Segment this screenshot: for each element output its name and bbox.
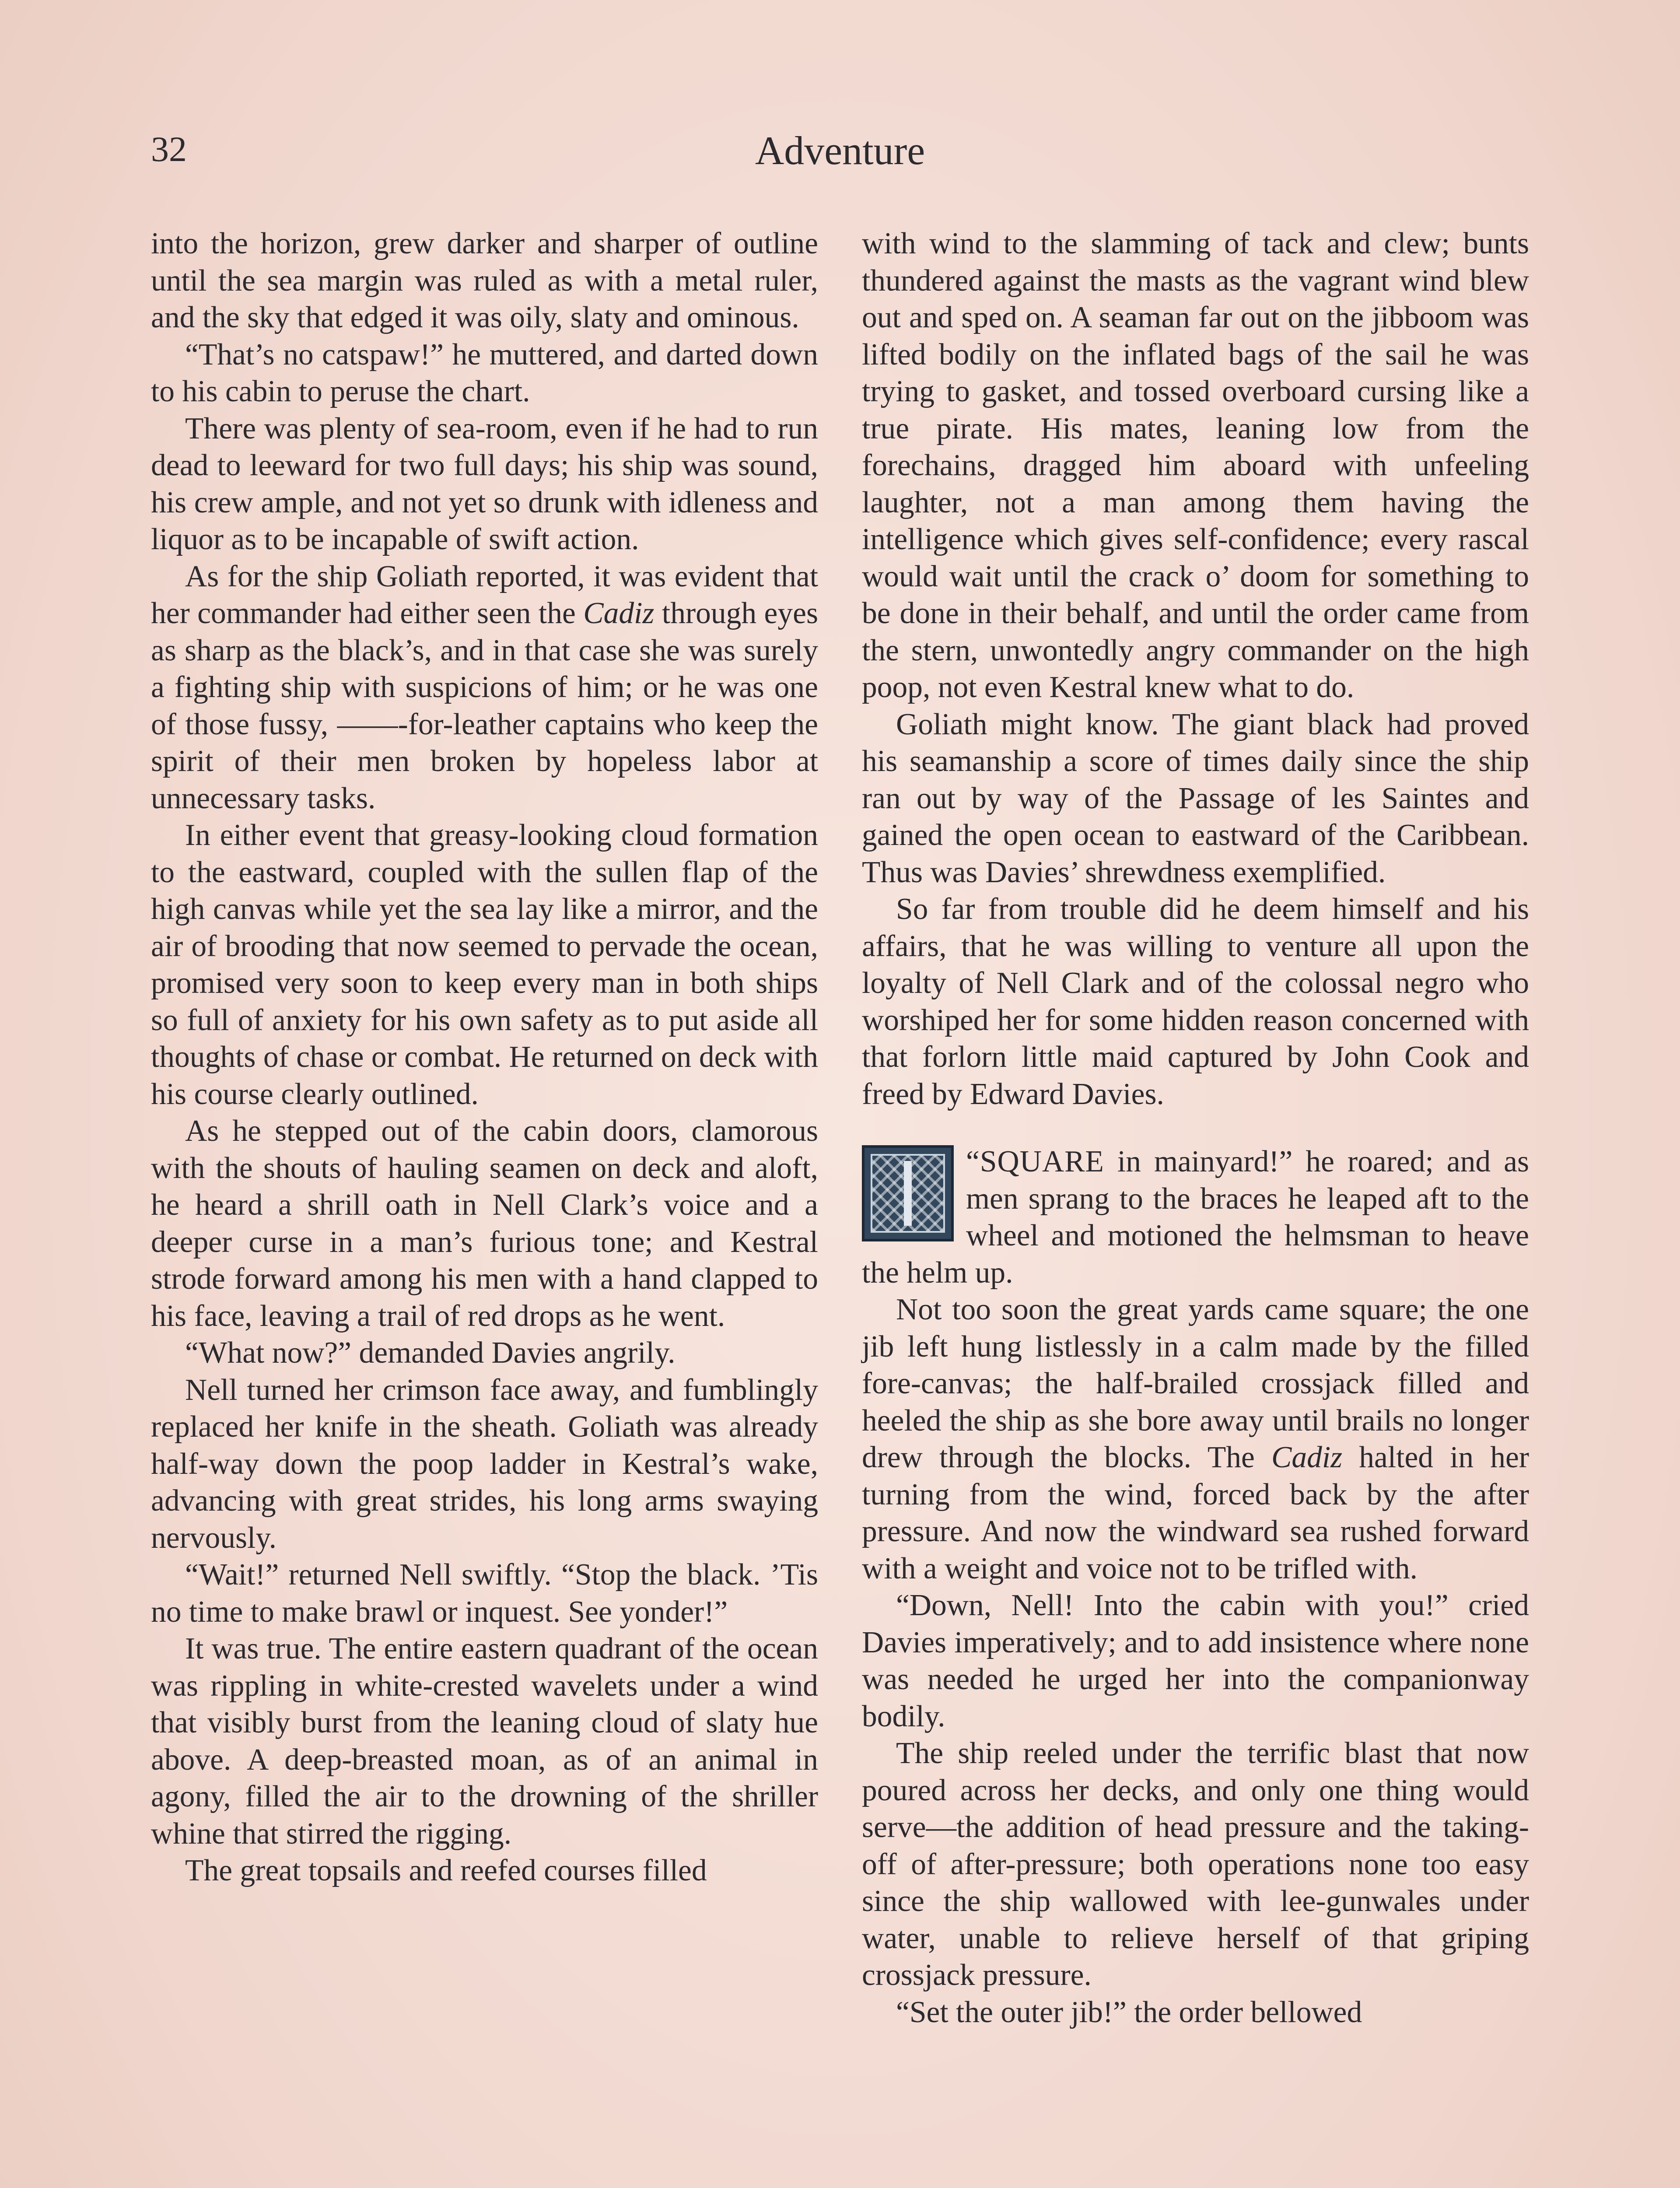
paragraph: “What now?” demanded Davies angrily.	[185, 1336, 676, 1370]
running-head: Adventure	[755, 128, 925, 173]
paragraph: “Set the outer jib!” the order bellowed	[896, 1995, 1362, 2029]
paragraph: It was true. The entire eastern quadrant of the ocean was rippling in white-crested wavelets under a wind that visibly burst from the leaning cloud of slaty hue above. A deep-breasted moan, as of an animal in agony, filled the air to the drowning of the shriller whine that stirred the rigging.	[151, 1632, 818, 1851]
paragraph: So far from trouble did he deem himself and his affairs, that he was willing to venture all upon the loyalty of Nell Clark and of the colossal negro who worshiped her for some hidden reason concerned with that forlorn little maid captured by John Cook and freed by Edward Davies.	[862, 892, 1529, 1111]
paragraph	[862, 1291, 1529, 1587]
right-column	[862, 225, 1529, 2031]
paragraph: with wind to the slamming of tack and clew; bunts thundered against the masts as the vagrant wind blew out and sped on. A seaman far out on the jibboom was lifted bodily on the inflated bags of the sail he was trying to gasket, and tossed overboard cursing like a true pirate. His mates, leaning low from the forechains, dragged him aboard with unfeeling laughter, not a man among them having the intelligence which gives self-confidence; every rascal would wait until the crack o’ doom for something to be done in their behalf, and until the order came from the stern, unwontedly angry commander on the high poop, not even Kestral knew what to do.	[862, 227, 1529, 704]
paragraph-text: through eyes as sharp as the black’s, and in that case she was surely a fighting ship with suspicions of him; or he was one of those fussy, ——-for-leather captains who keep the spirit of their men broken by hopeless labor at unnecessary tasks.	[151, 596, 818, 815]
paragraph: The ship reeled under the terrific blast that now poured across her decks, and only one thing would serve—the addition of head pressure and the taking-off of after-pressure; both operations none too easy since the ship wallowed with lee-gunwales under water, unable to relieve herself of that griping crossjack pressure.	[862, 1736, 1529, 1992]
page-number: 32	[151, 129, 187, 169]
paragraph-text: As for the ship Goliath reported, it was evident that her commander had either seen the	[151, 559, 818, 630]
section-opening-paragraph	[862, 1143, 1529, 1291]
paragraph: The great topsails and reefed courses filled	[185, 1854, 707, 1887]
paragraph: Goliath might know. The giant black had proved his seamanship a score of times daily since the ship ran out by way of the Passage of les Saintes and gained the open ocean to eastward of the Caribbean. Thus was Davies’ shrewdness exemplified.	[862, 707, 1529, 889]
ship-name: Cadiz	[583, 596, 654, 630]
paragraph-text: halted in her turning from the wind, forced back by the after pressure. And now the windward sea rushed forward with a weight and voice not to be trifled with.	[862, 1441, 1529, 1585]
left-column	[151, 225, 818, 1890]
paragraph: As he stepped out of the cabin doors, clamorous with the shouts of hauling seamen on deck and aloft, he heard a shrill oath in Nell Clark’s voice and a deeper curse in a man’s furious tone; and Kestral strode forward among his men with a hand clapped to his face, leaving a trail of red drops as he went.	[151, 1114, 818, 1333]
decorative-initial-icon	[862, 1145, 954, 1241]
paragraph: Nell turned her crimson face away, and fumblingly replaced her knife in the sheath. Goliath was already half-way down the poop ladder in Kestral’s wake, advancing with great strides, his long arms swaying nervously.	[151, 1373, 818, 1555]
paragraph: There was plenty of sea-room, even if he had to run dead to leeward for two full days; his ship was sound, his crew ample, and not yet so drunk with idleness and liquor as to be incapable of swift action.	[151, 411, 818, 556]
paragraph: “Down, Nell! Into the cabin with you!” cried Davies imperatively; and to add insistence where none was needed he urged her into the companionway bodily.	[862, 1588, 1529, 1733]
section-lead-word: “SQUARE	[966, 1145, 1104, 1178]
paragraph: “Wait!” returned Nell swiftly. “Stop the black. ’Tis no time to make brawl or inquest. See yonder!”	[151, 1558, 818, 1629]
ship-name: Cadiz	[1271, 1441, 1343, 1474]
paragraph	[151, 558, 818, 817]
paragraph-text: Not too soon the great yards came square; the one jib left hung listlessly in a calm made by the filled fore-canvas; the half-brailed crossjack filled and heeled the ship as she bore away until brails no longer drew through the blocks. The	[862, 1293, 1529, 1474]
paragraph-text: in mainyard!” he roared; and as men sprang to the braces he leaped aft to the wheel and motioned the helmsman to heave the helm up.	[862, 1145, 1529, 1290]
paragraph: In either event that greasy-looking cloud formation to the eastward, coupled with the sullen flap of the high canvas while yet the sea lay like a mirror, and the air of brooding that now seemed to pervade the ocean, promised very soon to keep every man in both ships so full of anxiety for his own safety as to put aside all thoughts of chase or combat. He returned on deck with his course clearly outlined.	[151, 818, 818, 1111]
paragraph: into the horizon, grew darker and sharper of outline until the sea margin was ruled as with a metal ruler, and the sky that edged it was oily, slaty and ominous.	[151, 227, 818, 334]
paragraph: “That’s no catspaw!” he muttered, and darted down to his cabin to peruse the chart.	[151, 337, 818, 408]
